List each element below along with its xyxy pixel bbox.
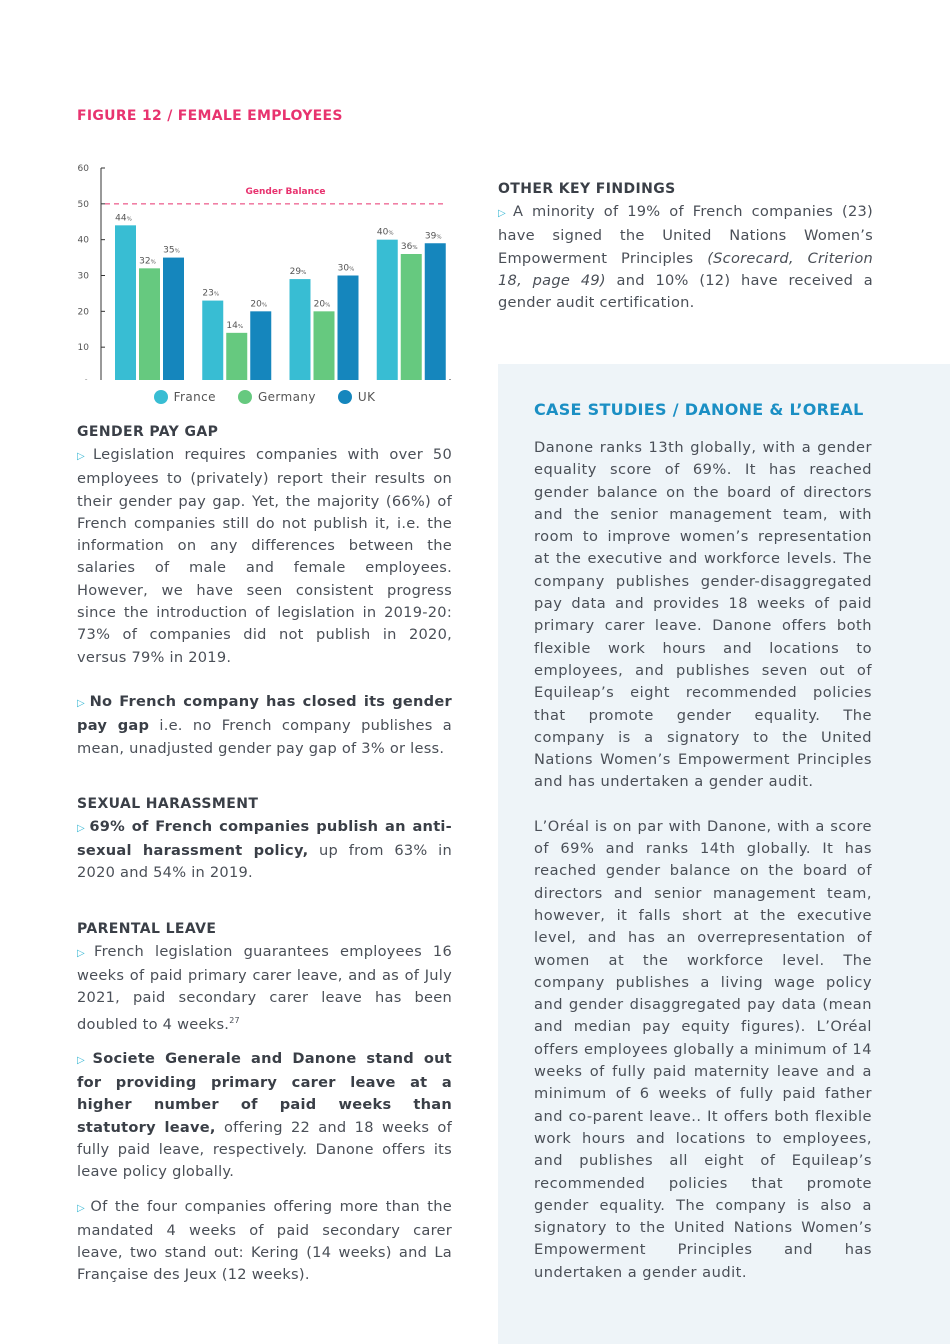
chart-legend: [77, 390, 452, 404]
legend-item: [154, 390, 216, 404]
left-column: [77, 108, 452, 1287]
bar-value-suffix: %: [301, 270, 307, 277]
legend-label: France: [173, 390, 216, 404]
legend-swatch-icon: [338, 390, 352, 404]
right-column: [498, 108, 873, 314]
bullet-triangle-icon: ▷: [77, 1054, 90, 1066]
case-study-title: CASE STUDIES / DANONE & L’OREAL: [534, 400, 864, 419]
case-study-content: [534, 400, 872, 1284]
bar-value-label: 35%: [163, 245, 180, 256]
legend-label: UK: [357, 390, 376, 404]
bar-value-suffix: %: [261, 302, 268, 309]
legend-label: Germany: [257, 390, 316, 404]
bar-germany-board: [139, 268, 160, 380]
other-findings-heading: OTHER KEY FINDINGS: [498, 181, 676, 197]
bar-germany-workforce: [401, 254, 422, 380]
bar-value-suffix: %: [436, 234, 442, 241]
y-tick-label: 20: [77, 307, 89, 318]
other-findings-paragraph: ▷ A minority of 19% of French companies (23) have signed the United Nations Women’s Empowerment Principles (Scorecard, Criterion 18, page 49) and 10% (12) have received a gender audit certification.: [498, 203, 873, 312]
y-tick-label: 40: [77, 235, 89, 246]
gender-balance-label: Gender Balance: [245, 186, 326, 197]
bullet-triangle-icon: ▷: [77, 1202, 88, 1214]
y-tick-label: [83, 379, 89, 380]
figure-title: FIGURE 12 / FEMALE EMPLOYEES: [77, 108, 343, 124]
bar-value-suffix: %: [412, 245, 418, 251]
case-danone-paragraph: Danone ranks 13th globally, with a gender equality score of 69%. It has reached gender balance on the board of directors and the senior management team, with room to improve women’s representation at the executive and workforce levels. The company publishes gender-disaggregated pay data and provides 18 weeks of paid primary carer leave. Danone offers both flexible work hours and locations to employees, and publishes seven out of Equileap’s eight recommended policies that promote gender equality. The company is a signatory to the United Nations Women’s Empowerment Principles and has undertaken a gender audit.: [534, 439, 872, 791]
bar-value-label: 14%: [226, 320, 244, 331]
bar-value-label: 20%: [250, 299, 268, 310]
bar-value-label: 29%: [289, 267, 307, 278]
legend-swatch-icon: [154, 390, 168, 404]
bar-value-label: 32%: [139, 256, 156, 267]
harassment-heading: SEXUAL HARASSMENT: [77, 795, 259, 812]
bar-uk-workforce: [425, 243, 446, 380]
bar-value-suffix: %: [237, 323, 244, 330]
bullet-triangle-icon: ▷: [77, 697, 87, 709]
bar-value-suffix: %: [150, 259, 156, 266]
bar-value-suffix: %: [126, 216, 132, 223]
column-spacer: [498, 108, 873, 181]
legend-item: [238, 390, 316, 404]
bar-value-label: 44%: [115, 213, 132, 224]
y-tick-label: 10: [77, 343, 89, 354]
bar-value-suffix: %: [174, 248, 180, 255]
bullet-triangle-icon: ▷: [77, 947, 92, 959]
bar-uk-board: [163, 258, 184, 380]
pay-gap-finding: ▷ No French company has closed its gender pay gap i.e. no French company publishes a mean, unadjusted gender pay gap of 3% or less.: [77, 692, 453, 757]
bullet-triangle-icon: ▷: [498, 208, 510, 219]
parental-paragraph-3: ▷ Of the four companies offering more than the mandated 4 weeks of paid secondary carer leave, two stand out: Kering (14 weeks) and La Française des Jeux (12 weeks).: [77, 1197, 452, 1284]
bar-france-workforce: [377, 240, 398, 380]
bullet-triangle-icon: ▷: [77, 451, 91, 462]
pay-gap-heading: GENDER PAY GAP: [77, 424, 219, 440]
bar-value-label: 30%: [337, 263, 355, 274]
bar-uk-management: [338, 276, 359, 381]
parental-paragraph-1: ▷ French legislation guarantees employees 16 weeks of paid primary carer leave, and as of July 2021, paid secondary carer leave has been doubled to 4 weeks.$^{27}$: [77, 942, 452, 1033]
harassment-paragraph: ▷ 69% of French companies publish an anti-sexual harassment policy, up from 63% in 2020 and 54% in 2019.: [77, 817, 452, 882]
legend-swatch-icon: [238, 390, 252, 404]
bar-france-board: [115, 225, 136, 380]
bullet-triangle-icon: ▷: [77, 822, 87, 834]
bar-france-executives: [202, 301, 223, 380]
parental-heading: PARENTAL LEAVE: [77, 920, 217, 937]
y-tick-label: 60: [77, 164, 89, 174]
bar-value-suffix: %: [388, 230, 394, 237]
bar-value-label: 39%: [424, 231, 442, 242]
bar-germany-management: [314, 311, 335, 380]
case-study-box: [498, 364, 950, 1344]
bar-france-management: [290, 279, 311, 380]
y-tick-label: 30: [77, 271, 89, 282]
bar-value-suffix: %: [325, 302, 331, 309]
pay-gap-paragraph: ▷ Legislation requires companies with over 50 employees to (privately) report their results on their gender pay gap. Yet, the majority (66%) of French companies still do not publish it, i.e. the information on any differences between the salaries of male and female employees. However, we have seen consistent progress since the introduction of legislation in 2019-20: 73% of companies did not publish in 2020, versus 79% in 2019.: [77, 446, 452, 666]
bar-value-label: 20%: [313, 299, 331, 310]
bar-value-label: 36%: [400, 242, 418, 252]
bar-value-suffix: %: [213, 291, 220, 298]
footnote-marker: 27: [229, 1015, 240, 1025]
parental-paragraph-2: ▷ Societe Generale and Danone stand out for providing primary carer leave at a higher number of paid weeks than statutory leave, offering 22 and 18 weeks of fully paid leave, respectively. Danone offers its leave policy globally.: [77, 1049, 452, 1181]
case-loreal-paragraph: L’Oréal is on par with Danone, with a score of 69% and ranks 14th globally. It has reached gender balance on the board of directors and senior management team, however, it falls short at the executive level, and has an overrepresentation of women at the workforce level. The company publishes a living wage policy and gender disaggregated pay data (mean and median pay equity figures). L’Oréal offers employees globally a minimum of 14 weeks of fully paid maternity leave and a minimum of 6 weeks of fully paid father and co-parent leave.. It offers both flexible work hours and locations to employees, and publishes all eight of Equileap’s recommended policies that promote gender equality. The company is also a signatory to the United Nations Women’s Empowerment Principles and has undertaken a gender audit.: [534, 817, 872, 1281]
bar-value-label: 23%: [202, 288, 220, 299]
bar-uk-executives: [250, 311, 271, 380]
bar-value-label: 40%: [376, 227, 394, 238]
legend-item: [338, 390, 375, 404]
bar-value-suffix: %: [349, 266, 355, 273]
bar-chart: [77, 130, 452, 380]
bar-germany-executives: [226, 333, 247, 380]
y-tick-label: 50: [77, 199, 89, 210]
